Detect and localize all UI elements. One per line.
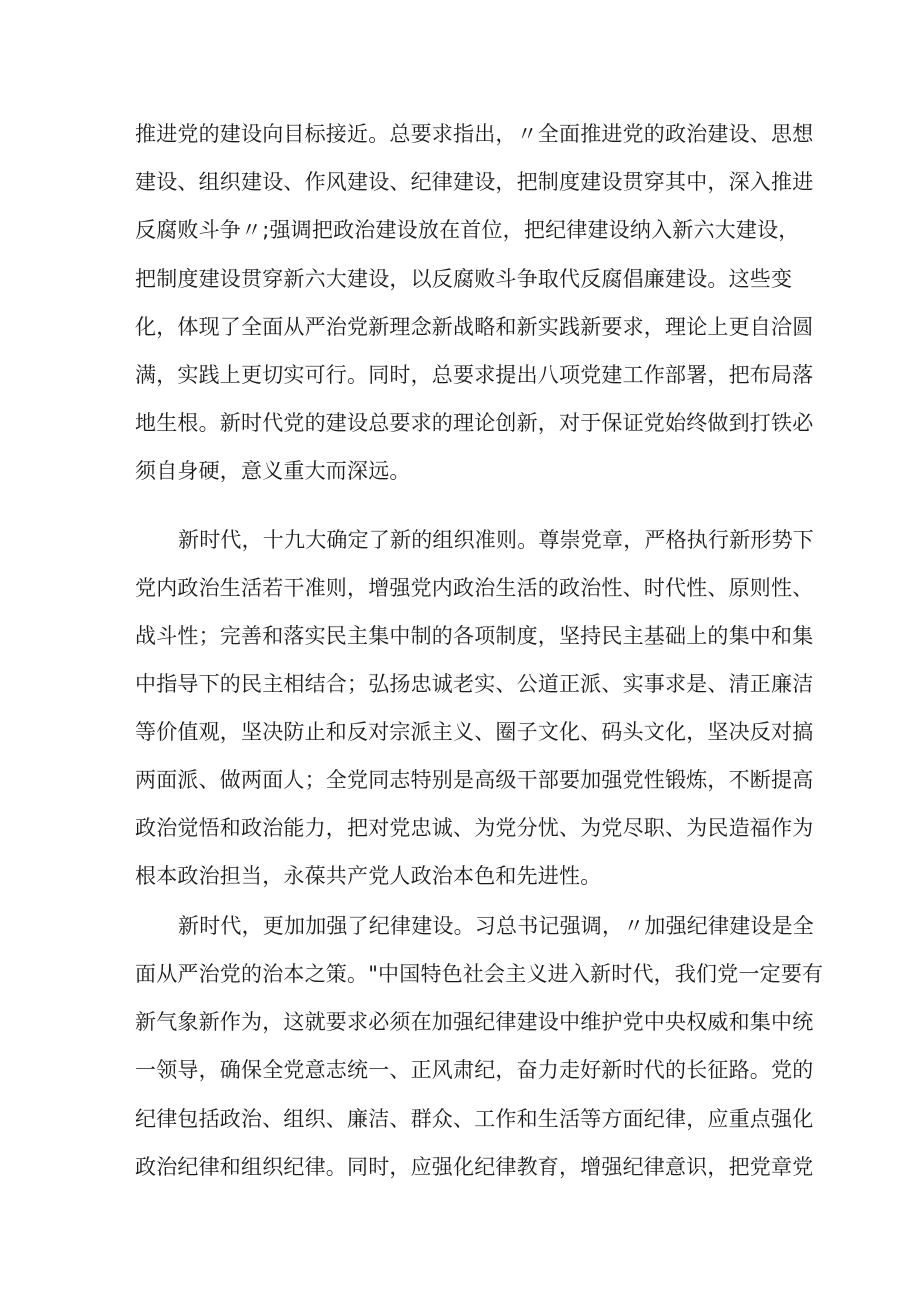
paragraph-2-line-2: 党内政治生活若干准则，增强党内政治生活的政治性、时代性、原则性、 [135, 576, 814, 600]
paragraph-2-line-7: 政治觉悟和政治能力，把对党忠诚、为党分忧、为党尽职、为民造福作为 [135, 816, 814, 840]
paragraph-1-line-5: 化，体现了全面从严治党新理念新战略和新实践新要求，理论上更自洽圆 [135, 315, 814, 339]
paragraph-2-line-3: 战斗性；完善和落实民主集中制的各项制度，坚持民主基础上的集中和集 [135, 624, 814, 648]
paragraph-3-line-6: 政治纪律和组织纪律。同时，应强化纪律教育，增强纪律意识，把党章党 [135, 1155, 814, 1179]
paragraph-1-line-2: 建设、组织建设、作风建设、纪律建设，把制度建设贯穿其中，深入推进 [135, 170, 814, 194]
paragraph-2-line-1: 新时代，十九大确定了新的组织准则。尊崇党章，严格执行新形势下 [178, 528, 814, 552]
paragraph-1-line-3: 反腐败斗争〃;强调把政治建设放在首位，把纪律建设纳入新六大建设， [135, 218, 800, 242]
paragraph-3-line-2: 面从严治党的治本之策。"中国特色社会主义进入新时代，我们党一定要有 [135, 962, 824, 986]
paragraph-1-line-6: 满，实践上更切实可行。同时，总要求提出八项党建工作部署，把布局落 [135, 363, 814, 387]
paragraph-3-line-5: 纪律包括政治、组织、廉洁、群众、工作和生活等方面纪律，应重点强化 [135, 1107, 814, 1131]
paragraph-2-line-5: 等价值观，坚决防止和反对宗派主义、圈子文化、码头文化，坚决反对搞 [135, 720, 814, 744]
paragraph-1-line-1: 推进党的建设向目标接近。总要求指出，〃全面推进党的政治建设、思想 [135, 122, 814, 146]
paragraph-1-line-4: 把制度建设贯穿新六大建设，以反腐败斗争取代反腐倡廉建设。这些变 [135, 267, 793, 291]
paragraph-2-line-4: 中指导下的民主相结合；弘扬忠诚老实、公道正派、实事求是、清正廉洁 [135, 672, 814, 696]
paragraph-2-line-8: 根本政治担当，永葆共产党人政治本色和先进性。 [135, 864, 602, 888]
paragraph-1-line-7: 地生根。新时代党的建设总要求的理论创新，对于保证党始终做到打铁必 [135, 411, 814, 435]
paragraph-3-line-1: 新时代，更加加强了纪律建设。习总书记强调，〃加强纪律建设是全 [178, 914, 814, 938]
paragraph-2-line-6: 两面派、做两面人；全党同志特别是高级干部要加强党性锻炼，不断提高 [135, 768, 814, 792]
paragraph-3-line-4: 一领导，确保全党意志统一、正风肃纪，奋力走好新时代的长征路。党的 [135, 1058, 814, 1082]
paragraph-3-line-3: 新气象新作为，这就要求必须在加强纪律建设中维护党中央权威和集中统 [135, 1010, 814, 1034]
paragraph-1-line-8: 须自身硬，意义重大而深远。 [135, 459, 411, 483]
